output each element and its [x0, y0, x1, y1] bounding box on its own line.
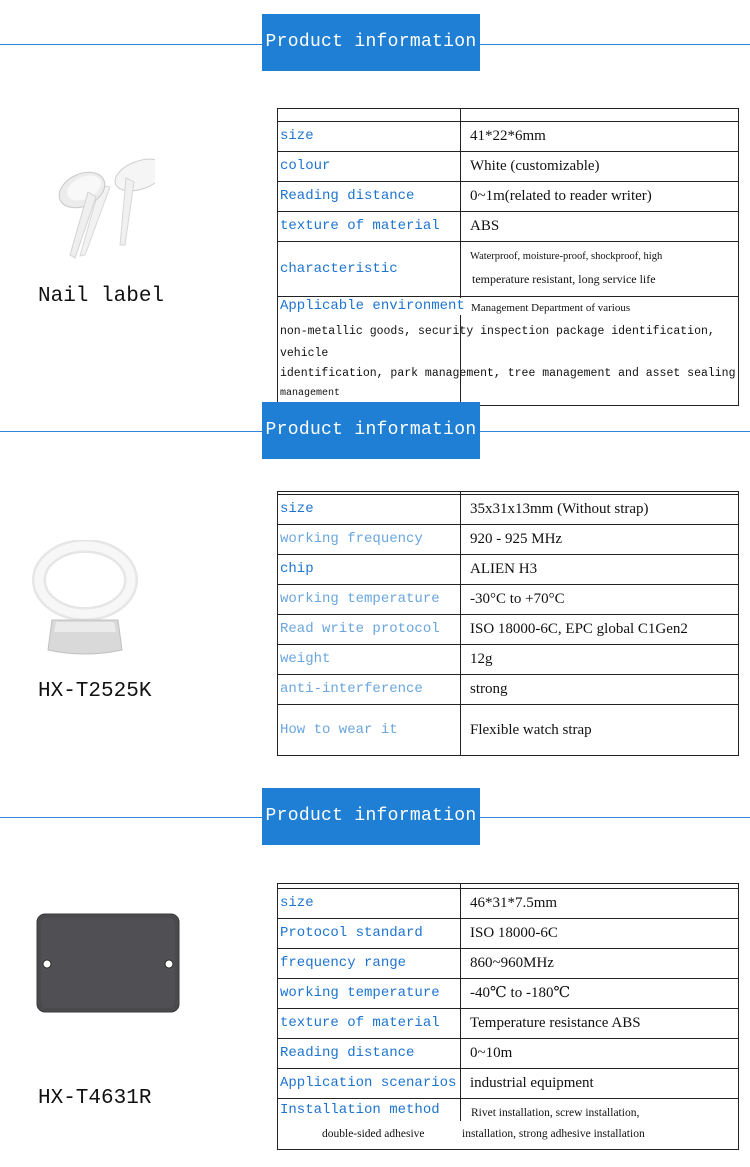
table-row — [278, 585, 739, 615]
table-row — [278, 525, 739, 555]
spec-value: -40℃ to -180℃ — [461, 979, 739, 1009]
spec-table — [277, 883, 739, 1150]
product-name: HX-T4631R — [38, 1087, 152, 1110]
spec-key: weight — [278, 645, 461, 675]
spec-key: Reading distance — [278, 1039, 461, 1069]
spec-value-wrap: identification, park management, tree management and asset sealing — [280, 367, 736, 380]
table-row — [278, 152, 739, 182]
table-row — [278, 242, 739, 297]
spec-key: texture of material — [278, 212, 461, 242]
table-row — [278, 889, 739, 919]
table-row — [278, 645, 739, 675]
product-name: HX-T2525K — [38, 680, 152, 703]
spec-value-line: Management Department of various — [471, 302, 631, 314]
spec-key: size — [278, 495, 461, 525]
spec-value: ISO 18000-6C — [461, 919, 739, 949]
spec-value: ISO 18000-6C, EPC global C1Gen2 — [461, 615, 739, 645]
table-row — [278, 615, 739, 645]
table-row — [278, 949, 739, 979]
spec-value: Temperature resistance ABS — [461, 1009, 739, 1039]
spec-key: size — [278, 122, 461, 152]
table-row — [278, 555, 739, 585]
spec-value: 41*22*6mm — [461, 122, 739, 152]
table-row — [278, 297, 739, 406]
spec-table — [277, 491, 739, 756]
table-cell — [278, 1099, 739, 1150]
spec-key: anti-interference — [278, 675, 461, 705]
spec-value: 920 - 925 MHz — [461, 525, 739, 555]
table-row — [278, 1069, 739, 1099]
spec-key: texture of material — [278, 1009, 461, 1039]
table-row — [278, 979, 739, 1009]
spec-value: ALIEN H3 — [461, 555, 739, 585]
spec-value-wrap: non-metallic goods, security inspection package identification, vehicle — [280, 325, 715, 360]
spec-value: strong — [461, 675, 739, 705]
spec-key: Application scenarios — [278, 1069, 461, 1099]
spec-value: -30°C to +70°C — [461, 585, 739, 615]
spec-value: ABS — [461, 212, 739, 242]
table-row — [278, 919, 739, 949]
wristband-tag-image — [30, 540, 140, 660]
nail-label-image — [30, 150, 155, 265]
table-row — [278, 495, 739, 525]
spec-table — [277, 108, 739, 406]
spec-value: Flexible watch strap — [461, 705, 739, 756]
spec-value-line: temperature resistant, long service life — [472, 272, 656, 286]
spec-key: working frequency — [278, 525, 461, 555]
spec-value-line: double-sided adhesive — [322, 1128, 425, 1140]
table-row — [278, 1039, 739, 1069]
table-row — [278, 212, 739, 242]
spec-value: 12g — [461, 645, 739, 675]
spec-value — [461, 242, 739, 297]
spec-key: working temperature — [278, 979, 461, 1009]
spec-value-wrap: management — [280, 388, 341, 399]
table-row — [278, 109, 739, 122]
spec-value: 0~10m — [461, 1039, 739, 1069]
section-banner: Product information — [262, 788, 480, 845]
spec-key: Applicable environment — [280, 298, 465, 314]
spec-key: working temperature — [278, 585, 461, 615]
table-row — [278, 122, 739, 152]
spec-value: 46*31*7.5mm — [461, 889, 739, 919]
spec-key: frequency range — [278, 949, 461, 979]
table-row — [278, 705, 739, 756]
product-name: Nail label — [38, 285, 165, 308]
table-row — [278, 1099, 739, 1150]
spec-value-line: Waterproof, moisture-proof, shockproof, high — [470, 251, 663, 262]
spec-key: How to wear it — [278, 705, 461, 756]
spec-key: Installation method — [280, 1102, 440, 1118]
anti-metal-tag-image — [35, 912, 183, 1014]
spec-key: characteristic — [278, 242, 461, 297]
spec-key: Reading distance — [278, 182, 461, 212]
table-cell — [278, 109, 461, 122]
table-row — [278, 675, 739, 705]
spec-key: Read write protocol — [278, 615, 461, 645]
spec-value: industrial equipment — [461, 1069, 739, 1099]
table-row — [278, 1009, 739, 1039]
table-row — [278, 182, 739, 212]
section-banner: Product information — [262, 402, 480, 459]
section-banner: Product information — [262, 14, 480, 71]
table-cell — [278, 297, 739, 406]
spec-value: 860~960MHz — [461, 949, 739, 979]
spec-key: Protocol standard — [278, 919, 461, 949]
spec-key: colour — [278, 152, 461, 182]
spec-value: 0~1m(related to reader writer) — [461, 182, 739, 212]
spec-key: chip — [278, 555, 461, 585]
spec-value-line: Rivet installation, screw installation, — [471, 1107, 640, 1119]
spec-value: White (customizable) — [461, 152, 739, 182]
spec-value: 35x31x13mm (Without strap) — [461, 495, 739, 525]
spec-value-line: installation, strong adhesive installation — [462, 1128, 645, 1140]
table-cell — [461, 109, 739, 122]
spec-key: size — [278, 889, 461, 919]
